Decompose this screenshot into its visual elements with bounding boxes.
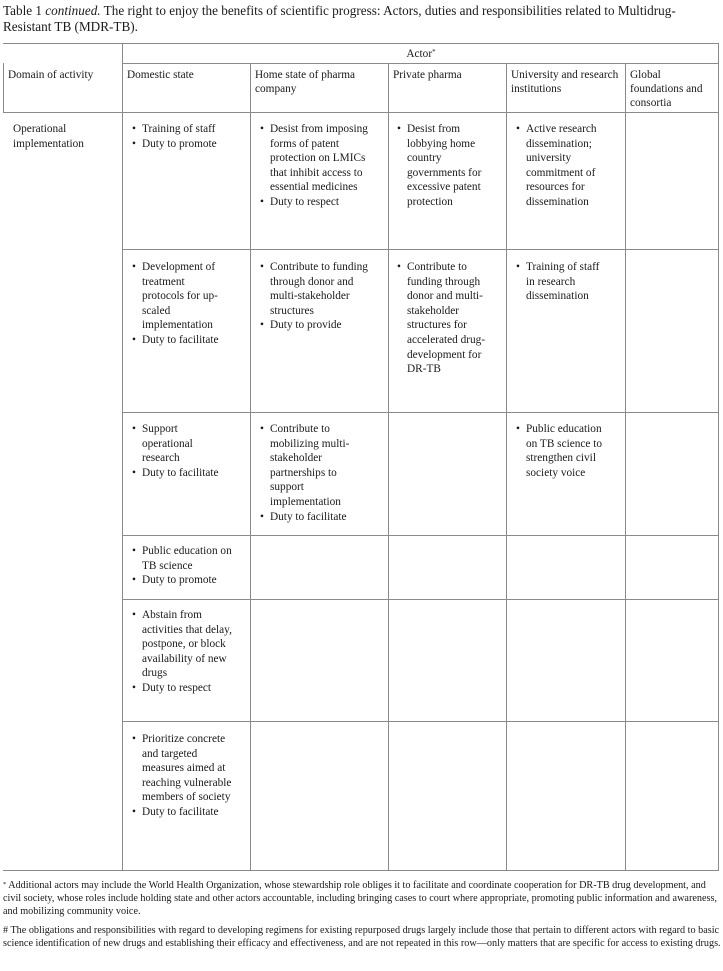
caption-prefix: Table 1 bbox=[3, 3, 46, 18]
list-item: • Contribute to mobilizing multi-stakeholder partnerships to support implementation bbox=[260, 422, 370, 510]
row-divider bbox=[122, 721, 719, 722]
list-item: • Duty to provide bbox=[260, 318, 370, 333]
column-header-domain: Domain of activity bbox=[8, 69, 94, 81]
list-item: • Desist from lobbying home country governments for excessive patent protection bbox=[397, 122, 489, 210]
caption-title: The right to enjoy the benefits of scientific progress: Actors, duties and responsibilities related to Multidrug-Resistant TB (MDR-TB). bbox=[3, 3, 676, 34]
domain-label: Operational implementation bbox=[13, 123, 84, 150]
column-header-university: University and research institutions bbox=[511, 69, 619, 95]
cell-row2-university bbox=[516, 260, 608, 304]
list-item: • Contribute to funding through donor and multi-stakeholder structures for accelerated drug-development for DR-TB bbox=[397, 260, 489, 377]
footnote-text: Additional actors may include the World Health Organization, whose stewardship role obliges it to facilitate and coordinate cooperation for DR-TB drug development, and civil society, whose roles include holding state and other actors accountable, including bringing cases to court where appropriate, promoting public information and awareness, and mobilizing community voice. bbox=[3, 880, 717, 917]
cell-row2-domestic bbox=[132, 260, 227, 348]
column-header-domestic-state: Domestic state bbox=[127, 69, 194, 81]
list-item: • Training of staff bbox=[132, 122, 227, 137]
cell-row3-university bbox=[516, 422, 608, 480]
footnote-actors bbox=[3, 880, 721, 918]
list-item: • Duty to promote bbox=[132, 573, 232, 588]
cell-row2-home-state bbox=[260, 260, 370, 333]
row-divider bbox=[122, 249, 719, 250]
column-header-private-pharma: Private pharma bbox=[393, 69, 462, 81]
footnote-mark: # bbox=[3, 925, 9, 936]
table-left-border bbox=[3, 63, 4, 113]
table-top-rule bbox=[3, 43, 719, 44]
actor-footnote-mark: * bbox=[432, 48, 436, 56]
list-item: • Active research dissemination; university commitment of resources for dissemination bbox=[516, 122, 608, 210]
list-item: • Duty to respect bbox=[260, 195, 372, 210]
list-item: • Duty to promote bbox=[132, 137, 227, 152]
list-item: • Support operational research bbox=[132, 422, 227, 466]
column-divider bbox=[506, 63, 507, 871]
actor-header-rule bbox=[122, 63, 719, 64]
table-right-border bbox=[718, 43, 719, 871]
cell-row4-domestic bbox=[132, 544, 232, 588]
row-divider bbox=[122, 599, 719, 600]
list-item: • Public education on TB science to strengthen civil society voice bbox=[516, 422, 608, 480]
footnote-repurposed-drugs bbox=[3, 925, 721, 951]
cell-row3-home-state bbox=[260, 422, 370, 524]
list-item: • Contribute to funding through donor and multi-stakeholder structures bbox=[260, 260, 370, 318]
cell-row2-private-pharma bbox=[397, 260, 489, 377]
column-divider bbox=[625, 63, 626, 871]
table-bottom-rule bbox=[3, 870, 719, 871]
row-divider bbox=[122, 535, 719, 536]
list-item: • Abstain from activities that delay, postpone, or block availability of new drugs bbox=[132, 608, 232, 681]
actor-header bbox=[123, 47, 719, 61]
list-item: • Duty to facilitate bbox=[132, 805, 232, 820]
actor-header-label: Actor bbox=[406, 48, 433, 60]
list-item: • Duty to facilitate bbox=[132, 466, 227, 481]
list-item: • Training of staff in research dissemination bbox=[516, 260, 608, 304]
cell-row3-domestic bbox=[132, 422, 227, 480]
footnote-text: The obligations and responsibilities with regard to developing regimens for existing repurposed drugs largely include those that pertain to different actors with regard to basic science identification of new drugs and establishing their efficacy and effectiveness, and are not repeated in this row—only matters that are specific for access to existing drugs. bbox=[3, 925, 721, 949]
list-item: • Duty to respect bbox=[132, 681, 232, 696]
cell-row1-university bbox=[516, 122, 608, 210]
cell-row6-domestic bbox=[132, 732, 232, 820]
column-header-global: Global foundations and consortia bbox=[630, 69, 703, 109]
list-item: • Prioritize concrete and targeted measures aimed at reaching vulnerable members of society bbox=[132, 732, 232, 805]
list-item: • Desist from imposing forms of patent protection on LMICs that inhibit access to essential medicines bbox=[260, 122, 372, 195]
list-item: • Duty to facilitate bbox=[132, 333, 227, 348]
cell-row1-domestic bbox=[132, 122, 227, 151]
row-divider bbox=[122, 412, 719, 413]
cell-row1-home-state bbox=[260, 122, 372, 210]
cell-row1-private-pharma bbox=[397, 122, 489, 210]
footnote-mark: * bbox=[3, 881, 7, 888]
list-item: • Public education on TB science bbox=[132, 544, 232, 573]
header-bottom-rule bbox=[3, 112, 719, 113]
column-header-home-state: Home state of pharma company bbox=[255, 69, 356, 95]
column-divider bbox=[388, 63, 389, 871]
cell-row5-domestic bbox=[132, 608, 232, 696]
caption-continued: continued. bbox=[45, 3, 101, 18]
list-item: • Duty to facilitate bbox=[260, 510, 370, 525]
column-divider bbox=[122, 43, 123, 871]
list-item: • Development of treatment protocols for up-scaled implementation bbox=[132, 260, 227, 333]
column-divider bbox=[250, 63, 251, 871]
